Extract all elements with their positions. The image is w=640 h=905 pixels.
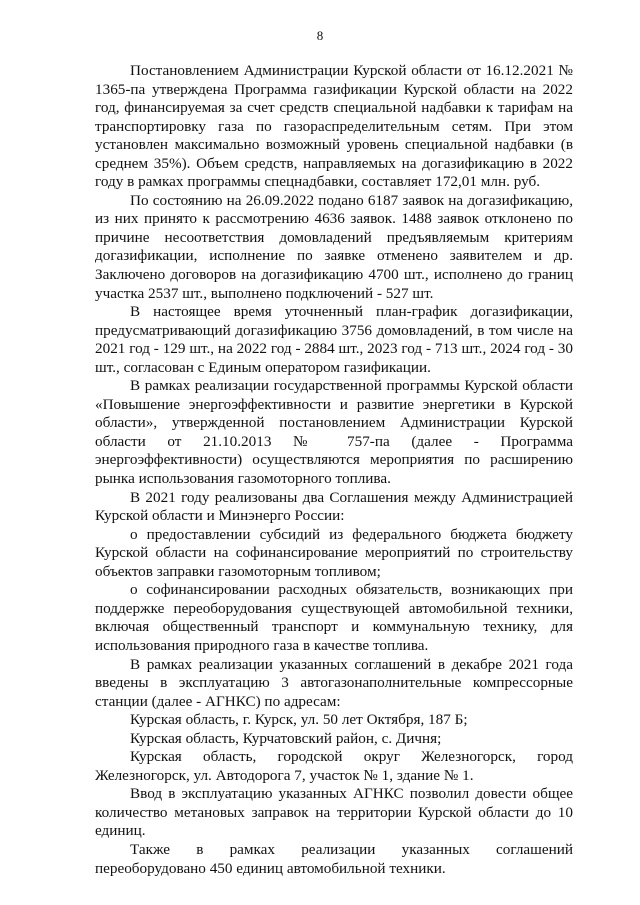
address-kursk: Курская область, г. Курск, ул. 50 лет Октября, 187 Б; bbox=[130, 711, 468, 729]
paragraph-applications-status: По состоянию на 26.09.2022 подано 6187 заявок на догазификацию, из них принято к рассмотрению 4636 заявок. 1488 заявок отклонено по причине несоответствия домовладений предъявляемым критериям догазификации, исполнение по заявке отменено заявителем и др. Заключено договоров на догазификацию 4700 шт., исполнено до границ участка 2537 шт., выполнено подключений - 527 шт. bbox=[95, 191, 573, 302]
paragraph-agreement-subsidies: о предоставлении субсидий из федерального бюджета бюджету Курской области на софинансирование мероприятий по строительству объектов заправки газомоторным топливом; bbox=[95, 525, 573, 580]
address-dichnya: Курская область, Курчатовский район, с. Дичня; bbox=[130, 729, 442, 747]
paragraph-stations-intro: В рамках реализации указанных соглашений в декабре 2021 года введены в эксплуатацию 3 автогазонаполнительные компрессорные станции (далее - АГНКС) по адресам: bbox=[95, 655, 573, 710]
address-zheleznogorsk: Курская область, городской округ Железногорск, город Железногорск, ул. Автодорога 7, участок № 1, здание № 1. bbox=[95, 748, 573, 784]
paragraph-vehicles-converted: Также в рамках реализации указанных соглашений переоборудовано 450 единиц автомобильной техники. bbox=[95, 840, 573, 877]
document-body bbox=[95, 62, 573, 878]
page-number: 8 bbox=[316, 28, 324, 43]
paragraph-agreement-cofinancing: о софинансировании расходных обязательств, возникающих при поддержке переоборудования существующей автомобильной техники, включая общественный транспорт и коммунальную технику, для использования природного газа в качестве топлива. bbox=[95, 581, 573, 654]
paragraph-schedule: В настоящее время уточненный план-график догазификации, предусматривающий догазификацию 3756 домовладений, в том числе на 2021 год - 129 шт., на 2022 год - 2884 шт., 2023 год - 713 шт., 2024 год - 30 шт., согласован с Единым оператором газификации. bbox=[95, 303, 573, 376]
paragraph-methane-stations: Ввод в эксплуатацию указанных АГНКС позволил довести общее количество метановых заправок на территории Курской области до 10 единиц. bbox=[95, 785, 573, 840]
paragraph-gasification-program: Постановлением Администрации Курской области от 16.12.2021 № 1365-па утверждена Программа газификации Курской области на 2022 год, финансируемая за счет средств специальной надбавки к тарифам на транспортировку газа по газораспределительным сетям. При этом установлен максимально возможный уровень специальной надбавки (в среднем 35%). Объем средств, направляемых на догазификацию в 2022 году в рамках программы спецнадбавки, составляет 172,01 млн. руб. bbox=[95, 62, 573, 191]
paragraph-agreements-intro: В 2021 году реализованы два Соглашения между Администрацией Курской области и Минэнерго России: bbox=[95, 488, 573, 525]
paragraph-energy-program: В рамках реализации государственной программы Курской области «Повышение энергоэффективности и развитие энергетики в Курской области», утвержденной постановлением Администрации Курской области от 21.10.2013 № 757-па (далее - Программа энергоэффективности) осуществляются мероприятия по расширению рынка использования газомоторного топлива. bbox=[95, 377, 573, 488]
